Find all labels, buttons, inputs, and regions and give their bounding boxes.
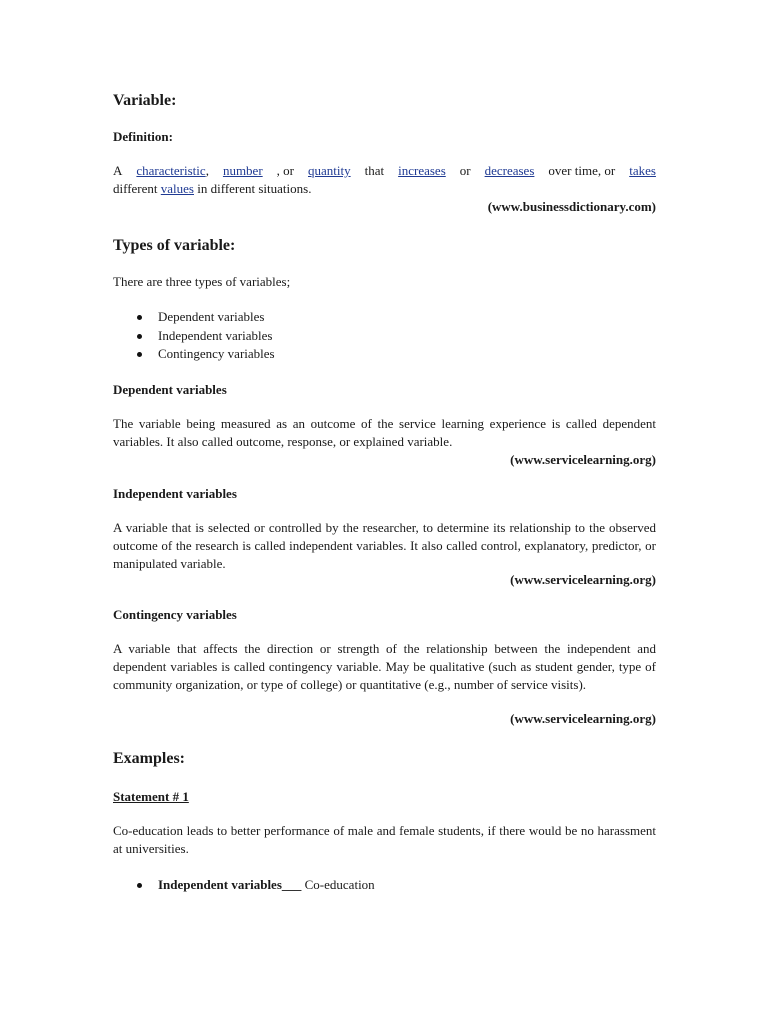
types-heading: Types of variable: <box>113 237 236 254</box>
link-takes[interactable]: takes <box>629 163 656 178</box>
list-item: Dependent variables <box>113 308 656 327</box>
definition-word: , or <box>276 163 294 178</box>
link-decreases[interactable]: decreases <box>484 163 535 178</box>
contingency-heading: Contingency variables <box>113 607 237 622</box>
link-number[interactable]: number <box>222 163 263 178</box>
definition-paragraph <box>113 162 656 198</box>
definition-word: over time, or <box>548 163 616 178</box>
link-values[interactable]: values <box>160 181 194 196</box>
types-intro: There are three types of variables; <box>113 274 291 289</box>
examples-heading: Examples: <box>113 750 185 767</box>
definition-label: Definition: <box>113 129 173 144</box>
independent-heading: Independent variables <box>113 486 237 501</box>
example-variable-value: Co-education <box>304 877 375 892</box>
definition-line-2 <box>113 180 656 198</box>
example-variable-label: Independent variables___ <box>158 877 302 892</box>
dependent-heading: Dependent variables <box>113 382 227 397</box>
dependent-paragraph: The variable being measured as an outcome of the service learning experience is called dependent variables. It also called outcome, response, or explained variable. <box>113 416 656 449</box>
contingency-source: (www.servicelearning.org) <box>510 711 656 726</box>
independent-source: (www.servicelearning.org) <box>510 572 656 587</box>
definition-word-group <box>136 162 209 180</box>
definition-word: that <box>364 163 385 178</box>
definition-word: A <box>113 163 123 178</box>
definition-source: (www.businessdictionary.com) <box>487 199 656 214</box>
list-item: Independent variables <box>113 327 656 346</box>
types-list <box>113 308 656 364</box>
contingency-paragraph: A variable that affects the direction or strength of the relationship between the independent and dependent variables is called contingency variable. May be qualitative (such as student gender, type of community organization, or type of college) or quantitative (e.g., number of service visits). <box>113 641 656 692</box>
definition-word: in different situations. <box>197 181 312 196</box>
link-increases[interactable]: increases <box>398 163 446 178</box>
link-characteristic[interactable]: characteristic <box>136 163 206 178</box>
definition-word: different <box>113 181 158 196</box>
definition-word: or <box>459 163 471 178</box>
definition-line-1 <box>113 162 656 180</box>
definition-punct: , <box>205 163 209 178</box>
link-quantity[interactable]: quantity <box>308 163 351 178</box>
variable-heading: Variable: <box>113 92 177 109</box>
independent-paragraph: A variable that is selected or controlled by the researcher, to determine its relationship to the observed outcome of the research is called independent variables. It also called control, explanatory, predictor, or manipulated variable. <box>113 520 656 571</box>
list-item <box>113 876 656 895</box>
statement-label: Statement # 1 <box>113 789 189 804</box>
statement-paragraph: Co-education leads to better performance of male and female students, if there would be no harassment at universities. <box>113 823 656 856</box>
dependent-source: (www.servicelearning.org) <box>510 452 656 467</box>
list-item: Contingency variables <box>113 345 656 364</box>
example-list <box>113 876 656 895</box>
